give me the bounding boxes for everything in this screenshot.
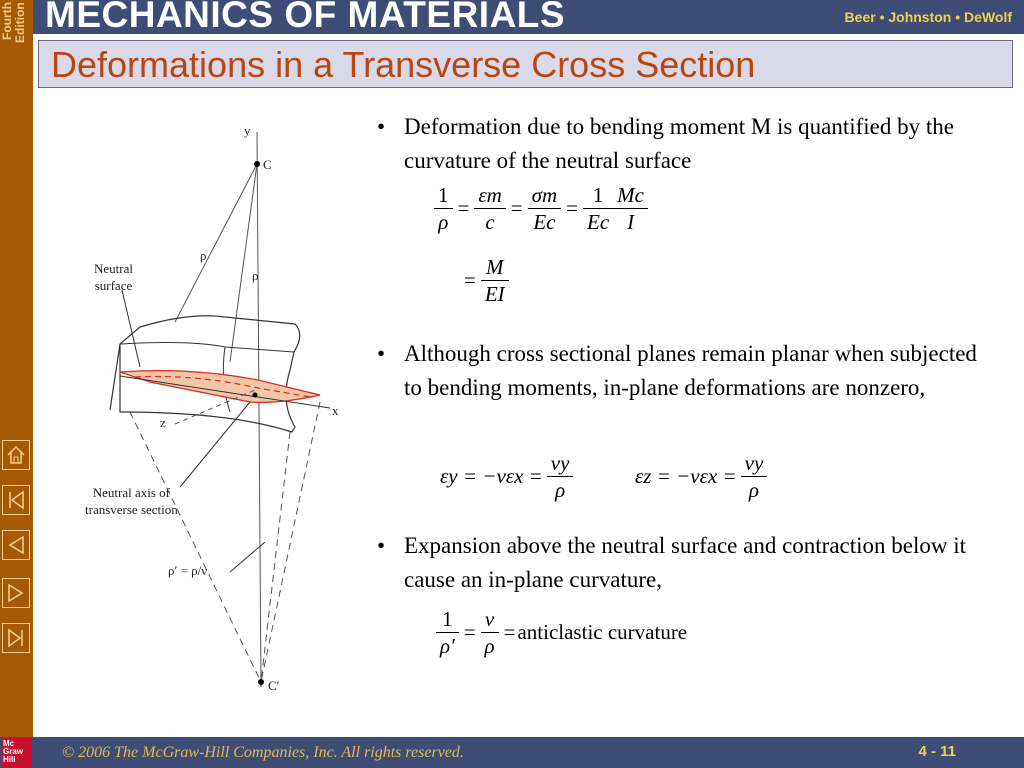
last-slide-button[interactable]: [2, 623, 30, 653]
book-title: MECHANICS OF MATERIALS: [45, 0, 566, 35]
eq1-num-5: Mc: [613, 182, 648, 209]
label-rho-prime: ρ′ = ρ/ν: [168, 563, 208, 578]
eq1-den-2: c: [485, 210, 495, 234]
copyright: © 2006 The McGraw-Hill Companies, Inc. All rights reserved.: [62, 744, 464, 761]
label-z: z: [160, 415, 166, 430]
eq3b-den: ρ: [748, 478, 760, 502]
eq1-num-3: σm: [528, 182, 562, 209]
eq3b-num: νy: [741, 450, 768, 477]
bullet-2-text: Although cross sectional planes remain planar when subjected to bending moments, in-plane deformations are nonzero,: [404, 341, 977, 400]
equation-strain-z: [635, 450, 767, 503]
next-slide-icon: [3, 579, 29, 607]
previous-slide-icon: [3, 531, 29, 559]
label-neutral-surface: Neutral surface: [94, 261, 133, 293]
first-slide-button[interactable]: [2, 485, 30, 515]
home-icon: [3, 441, 29, 469]
equation-anticlastic: $\frac{1}{\rho'}$ = $\frac{\nu}{\rho}$ =anticlastic curvature: [436, 606, 687, 659]
label-C: C: [263, 157, 272, 172]
bullet-dot: •: [377, 114, 386, 139]
equation-curvature: $\frac{1}{\rho}$ = $\frac{\varepsilon m}{c}$ = $\frac{\sigma m}{Ec}$ = $\frac{1}{Ec}$ $\frac{Mc}{I}$: [434, 182, 648, 235]
beam-diagram: [80, 112, 360, 702]
eq1-den-4: Ec: [587, 210, 610, 234]
next-slide-button[interactable]: [2, 578, 30, 608]
eq1-num-2: εm: [474, 182, 505, 209]
eq2-num: M: [481, 254, 509, 281]
page-number: 4 - 11: [918, 743, 956, 760]
equation-strain-y: [440, 450, 573, 503]
eq3b-left: εz = −νεx =: [635, 464, 737, 488]
eq4-right: anticlastic curvature: [517, 620, 688, 644]
eq4-num-1: 1: [436, 606, 459, 633]
label-neutral-axis: Neutral axis of transverse section: [85, 485, 178, 517]
eq1-num-4: 1: [583, 182, 613, 209]
label-y: y: [244, 123, 251, 138]
authors: Beer • Johnston • DeWolf: [844, 9, 1012, 25]
last-slide-icon: [3, 624, 29, 652]
label-rho-2: ρ: [252, 268, 259, 283]
bullet-dot: •: [377, 341, 386, 366]
eq4-den-2: ρ: [484, 634, 495, 658]
eq1-den-3: Ec: [533, 210, 556, 234]
eq4-den-1: ρ′: [440, 634, 455, 658]
label-C-prime: C′: [268, 678, 280, 693]
home-button[interactable]: [2, 440, 30, 470]
slide-title: Deformations in a Transverse Cross Section: [51, 44, 756, 85]
label-x: x: [332, 403, 339, 418]
eq1-num-1: 1: [434, 182, 453, 209]
eq2-den: EI: [484, 282, 505, 306]
eq1-den-5: I: [627, 210, 635, 234]
publisher-logo: Mc Graw Hill: [2, 738, 32, 768]
beam-deformation-figure: [80, 112, 360, 702]
equation-curvature-2: = $\frac{M}{EI}$: [459, 254, 509, 307]
eq4-num-2: ν: [481, 606, 499, 633]
label-rho-1: ρ: [200, 248, 207, 263]
previous-slide-button[interactable]: [2, 530, 30, 560]
neutral-surface: [120, 371, 320, 403]
first-slide-icon: [3, 486, 29, 514]
eq3a-den: ρ: [555, 478, 566, 502]
eq3a-left: εy = −νεx =: [440, 464, 543, 488]
bullet-3-text: Expansion above the neutral surface and contraction below it cause an in-plane curvature,: [404, 533, 967, 592]
eq3a-num: νy: [547, 450, 574, 477]
edition-label: Fourth Edition: [0, 2, 27, 43]
slide-title-box: [38, 40, 1013, 88]
bullet-dot: •: [377, 533, 386, 558]
eq1-den-1: ρ: [438, 210, 449, 234]
bullet-1-text: Deformation due to bending moment M is quantified by the curvature of the neutral surface: [404, 114, 954, 173]
